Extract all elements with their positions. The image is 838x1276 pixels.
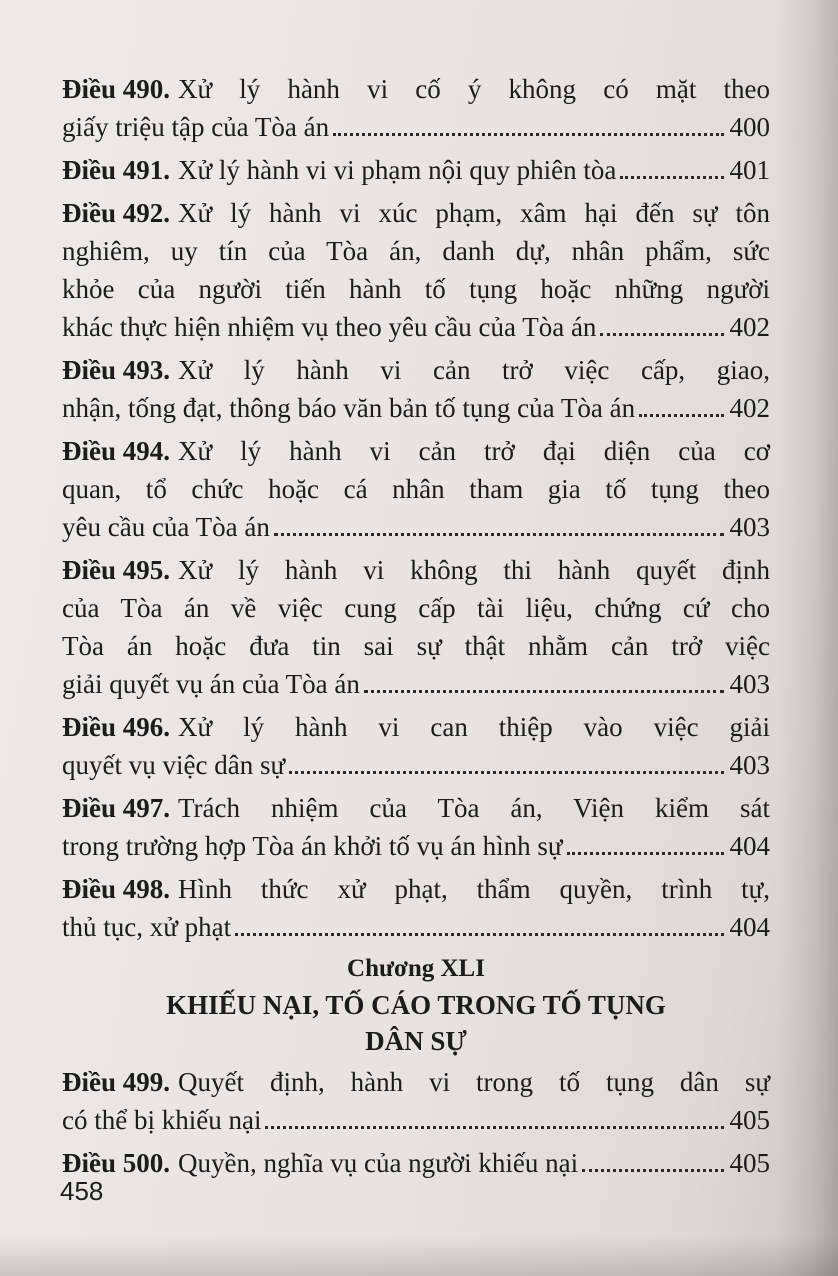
toc-entry-line	[62, 151, 770, 189]
toc-entry	[62, 1063, 770, 1139]
toc-entry-text: Xử lý hành vi cản trở việc cấp, giao,	[178, 355, 770, 385]
toc-entry-text: trong trường hợp Tòa án khởi tố vụ án hình sự	[62, 831, 563, 861]
article-number: Điều 492.	[62, 198, 170, 228]
toc-entry-last-line	[62, 108, 770, 146]
toc-entry-line	[62, 870, 770, 908]
article-number: Điều 494.	[62, 436, 170, 466]
article-number: Điều 493.	[62, 355, 170, 385]
toc-entry-text: quan, tổ chức hoặc cá nhân tham gia tố tụng theo	[62, 474, 770, 504]
toc-entry-line	[62, 470, 770, 508]
toc-entry-text: giấy triệu tập của Tòa án	[62, 112, 330, 142]
toc-entry-last-line	[62, 308, 770, 346]
dot-leader	[265, 1125, 723, 1129]
toc-entry-line	[62, 270, 770, 308]
toc-entry-text: của Tòa án về việc cung cấp tài liệu, chứng cứ cho	[62, 593, 770, 623]
page-bottom-shadow	[0, 1236, 838, 1276]
toc-entry-text: khỏe của người tiến hành tố tụng hoặc những người	[62, 274, 770, 304]
toc-entry-text: thủ tục, xử phạt	[62, 912, 232, 942]
toc-page-ref: 404	[729, 831, 770, 861]
dot-leader	[600, 332, 723, 336]
toc-entry-text: Quyết định, hành vi trong tố tụng dân sự	[178, 1067, 770, 1097]
toc-entry	[62, 194, 770, 346]
toc-page-ref: 405	[729, 1105, 770, 1135]
toc-entry-text: Trách nhiệm của Tòa án, Viện kiểm sát	[178, 793, 770, 823]
toc-entry-text: nghiêm, uy tín của Tòa án, danh dự, nhân phẩm, sức	[62, 236, 770, 266]
toc-page-ref: 402	[729, 393, 770, 423]
toc-entry	[62, 70, 770, 146]
page-number: 458	[60, 1176, 104, 1206]
article-number: Điều 490.	[62, 74, 170, 104]
toc-entry-line	[62, 1063, 770, 1101]
toc-entry-last-line	[62, 908, 770, 946]
toc-entry-line	[62, 232, 770, 270]
toc-entry-text: Xử lý hành vi cố ý không có mặt theo	[178, 74, 770, 104]
chapter-heading	[62, 951, 770, 1059]
toc-entry-text: Xử lý hành vi không thi hành quyết định	[178, 555, 770, 585]
toc-page-ref: 405	[729, 1148, 770, 1178]
dot-leader	[567, 851, 724, 855]
article-number: Điều 498.	[62, 874, 170, 904]
toc-entry-line	[62, 351, 770, 389]
toc-entry-last-line	[62, 389, 770, 427]
dot-leader	[333, 132, 723, 136]
toc-entry-text: nhận, tống đạt, thông báo văn bản tố tụng của Tòa án	[62, 393, 636, 423]
toc-entries-group	[62, 70, 770, 946]
dot-leader	[620, 175, 723, 179]
toc-page-ref: 402	[729, 312, 770, 342]
dot-leader	[235, 932, 723, 936]
toc-entry-line	[62, 708, 770, 746]
dot-leader	[274, 532, 724, 536]
toc-entry-line	[62, 589, 770, 627]
toc-entries-group	[62, 1063, 770, 1182]
toc-entry-text: Xử lý hành vi xúc phạm, xâm hại đến sự tôn	[178, 198, 770, 228]
chapter-title-line-1: KHIẾU NẠI, TỐ CÁO TRONG TỐ TỤNG	[166, 990, 666, 1020]
toc-entry-text: Hình thức xử phạt, thẩm quyền, trình tự,	[178, 874, 770, 904]
toc-entry-text: giải quyết vụ án của Tòa án	[62, 669, 360, 699]
toc-entry	[62, 870, 770, 946]
article-number: Điều 500.	[62, 1148, 170, 1178]
toc-entry-line	[62, 627, 770, 665]
toc-entry	[62, 708, 770, 784]
toc-entry	[62, 789, 770, 865]
toc-entry-last-line	[62, 508, 770, 546]
toc-entry	[62, 1144, 770, 1182]
toc-entry-text: Xử lý hành vi vi phạm nội quy phiên tòa	[178, 155, 617, 185]
toc-entry	[62, 432, 770, 546]
toc-entry-line	[62, 1144, 770, 1182]
toc-entry-line	[62, 70, 770, 108]
article-number: Điều 497.	[62, 793, 170, 823]
dot-leader	[639, 413, 723, 417]
toc-entry-line	[62, 551, 770, 589]
toc-entry-last-line	[62, 1101, 770, 1139]
dot-leader	[289, 770, 723, 774]
toc-page-ref: 401	[729, 155, 770, 185]
toc-entry-text: quyết vụ việc dân sự	[62, 750, 286, 780]
dot-leader	[582, 1168, 723, 1172]
toc-page-ref: 403	[729, 669, 770, 699]
toc-entry-text: yêu cầu của Tòa án	[62, 512, 270, 542]
article-number: Điều 491.	[62, 155, 170, 185]
toc-page-ref: 403	[729, 750, 770, 780]
toc-entry-last-line	[62, 665, 770, 703]
toc-page-ref: 403	[729, 512, 770, 542]
toc-entry	[62, 151, 770, 189]
toc-page-ref: 400	[729, 112, 770, 142]
toc-entry-text: có thể bị khiếu nại	[62, 1105, 262, 1135]
toc-entry-text: khác thực hiện nhiệm vụ theo yêu cầu của Tòa án	[62, 312, 597, 342]
toc-entry	[62, 551, 770, 703]
toc-entry-text: Xử lý hành vi cản trở đại diện của cơ	[178, 436, 770, 466]
chapter-title-line-2: DÂN SỰ	[365, 1026, 467, 1056]
toc-entry-text: Quyền, nghĩa vụ của người khiếu nại	[178, 1148, 579, 1178]
article-number: Điều 499.	[62, 1067, 170, 1097]
dot-leader	[364, 689, 724, 693]
toc-page-ref: 404	[729, 912, 770, 942]
toc-entry-text: Xử lý hành vi can thiệp vào việc giải	[178, 712, 770, 742]
toc-entry-line	[62, 789, 770, 827]
page-edge-shadow	[778, 0, 838, 1276]
toc-entry-line	[62, 194, 770, 232]
article-number: Điều 496.	[62, 712, 170, 742]
table-of-contents	[62, 70, 770, 1187]
article-number: Điều 495.	[62, 555, 170, 585]
toc-entry-text: Tòa án hoặc đưa tin sai sự thật nhằm cản trở việc	[62, 631, 770, 661]
toc-entry-last-line	[62, 746, 770, 784]
chapter-number: Chương XLI	[347, 955, 485, 982]
toc-entry	[62, 351, 770, 427]
toc-entry-line	[62, 432, 770, 470]
toc-entry-last-line	[62, 827, 770, 865]
